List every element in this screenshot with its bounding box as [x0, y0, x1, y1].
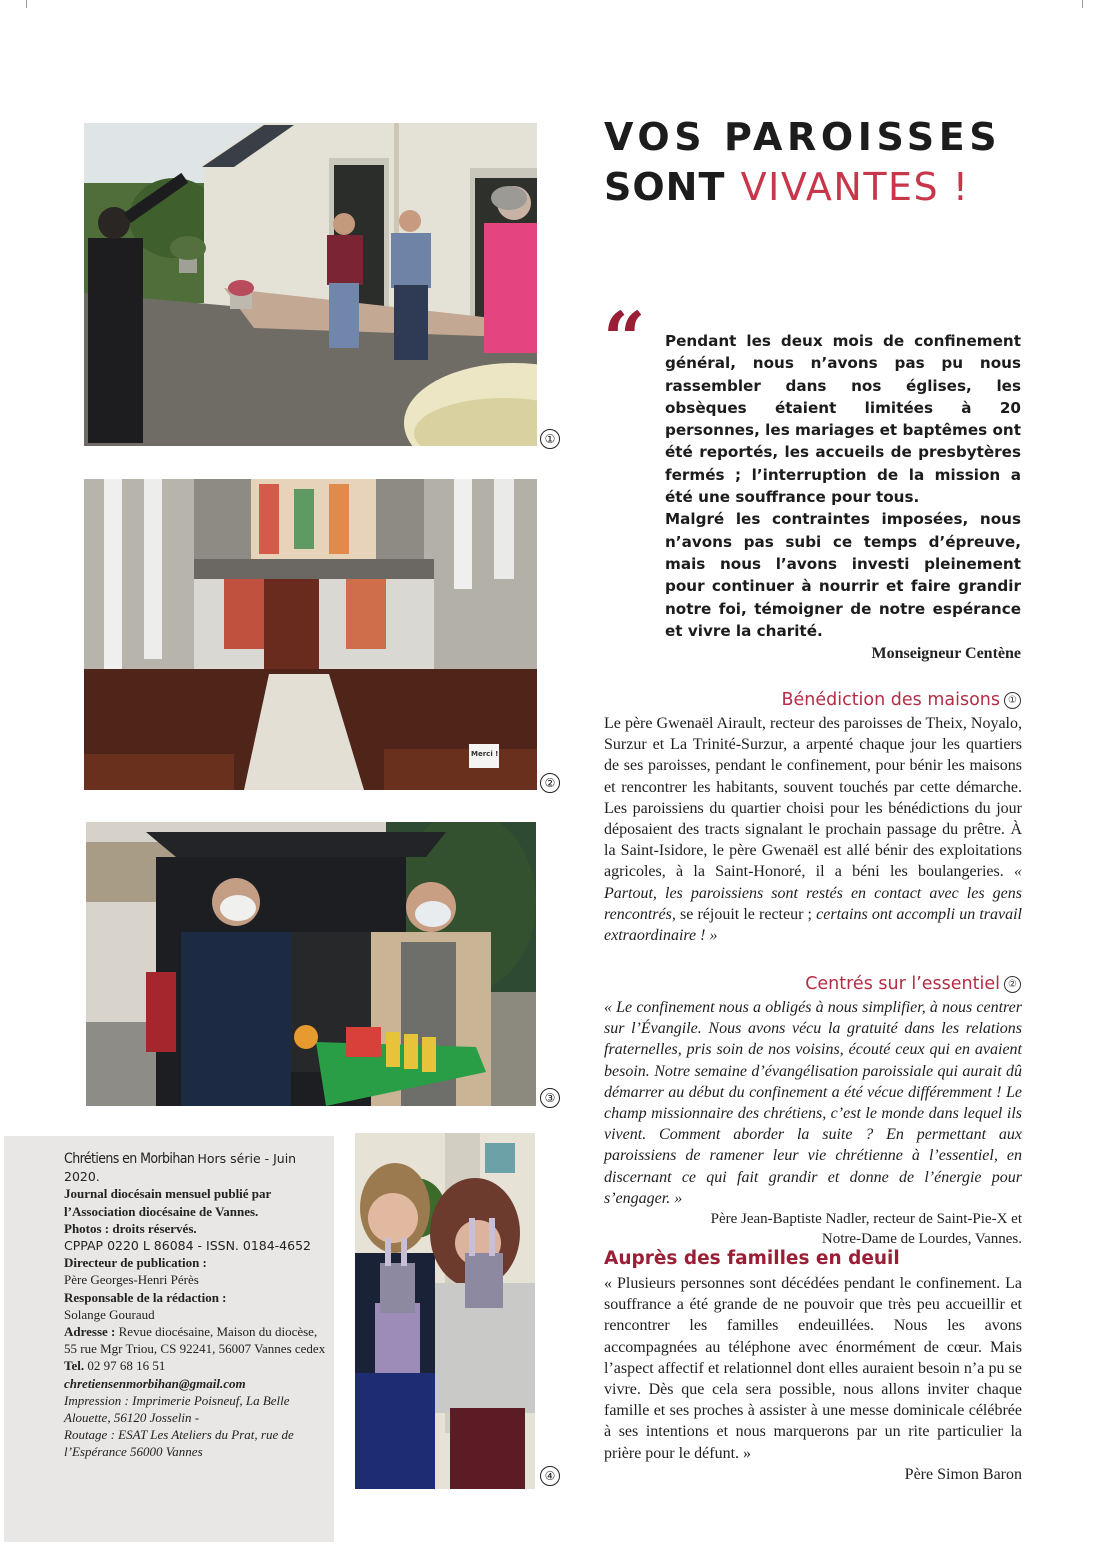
quote-open-icon: “	[603, 297, 646, 383]
photo-ref-1: ①	[1004, 692, 1021, 709]
page-title	[604, 112, 1024, 212]
colophon-tel: 02 97 68 16 51	[87, 1358, 166, 1374]
colophon-tel-label: Tel.	[64, 1358, 85, 1374]
merci-sign: Merci !	[471, 750, 499, 758]
benediction-quote-1: « Partout, les paroissiens sont restés en contact avec les gens rencontrés,	[604, 863, 1022, 923]
colophon-director: Père Georges-Henri Pérès	[64, 1272, 199, 1288]
lead-quote-paragraph-2: Malgré les contraintes imposées, nous n’avons pas subi ce temps d’épreuve, mais nous l’avons investi pleinement pour continuer à nourrir et faire grandir notre foi, témoigner de notre espérance et vivre la charité.	[665, 510, 1021, 640]
section-body-essentiel	[604, 997, 1022, 1249]
photo-number-1: ①	[540, 429, 560, 449]
section-body-benediction	[604, 713, 1022, 946]
colophon-issue: Hors série - Juin 2020.	[64, 1151, 297, 1185]
lead-quote	[665, 330, 1021, 665]
colophon-address-label: Adresse :	[64, 1324, 116, 1340]
section-title-deuil: Auprès des familles en deuil	[604, 1248, 900, 1269]
colophon-publisher: Journal diocésain mensuel publié par l’Association diocésaine de Vannes.	[64, 1186, 272, 1219]
photo-church-interior	[84, 479, 537, 790]
colophon-editor-label: Responsable de la rédaction :	[64, 1289, 227, 1305]
photo-number-4: ④	[540, 1466, 560, 1486]
colophon-director-label: Directeur de publication :	[64, 1255, 207, 1271]
deuil-author: Père Simon Baron	[904, 1465, 1022, 1483]
colophon-routing: Routage : ESAT Les Ateliers du Prat, rue de l’Espérance 56000 Vannes	[64, 1427, 294, 1460]
section-title-benediction	[781, 690, 1021, 710]
title-line-2-black: SONT	[604, 165, 726, 209]
lead-quote-paragraph-1: Pendant les deux mois de confinement général, nous n’avons pas pu nous rassembler dans nos églises, les obsèques étaient limitées à 20 personnes, les mariages et baptêmes ont été reportés, les accueils de presbytères fermés ; l’interruption de la mission a été une souffrance pour tous.	[665, 332, 1021, 507]
lead-quote-author: Monseigneur Centène	[871, 645, 1021, 663]
title-line-1: VOS PAROISSES	[604, 115, 1002, 159]
deuil-text: « Plusieurs personnes sont décédées pendant le confinement. La souffrance a été grande de ne pouvoir que très peu accueillir et rencontrer les familles endeuillées. Nous les avons accompagnées au téléphone avec énormément de cœur. Mais l’aspect affectif et relationnel dont elles auraient besoin n’a pu se vivre. Dès que cela sera possible, nous allons inviter chaque famille et ses proches à assister à une messe dominicale célébrée à ses intentions et nous marquerons par un rite particulier la prière pour le défunt. »	[604, 1275, 1022, 1462]
photo-ref-2: ②	[1004, 976, 1021, 993]
photo-number-2: ②	[540, 773, 560, 793]
section-title-benediction-text: Bénédiction des maisons	[781, 690, 1000, 710]
photo-food-delivery	[86, 822, 536, 1106]
benediction-text: Le père Gwenaël Airault, recteur des paroisses de Theix, Noyalo, Surzur et La Trinité-Surzur, a arpenté chaque jour les quartiers de ses paroisses, pendant le confinement, pour bénir les maisons et rencontrer les habitants, souvent touchés par cette démarche. Les paroissiens du quartier choisi pour les bénédictions du jour déposaient des tracts signalant le prochain passage du prêtre. À la Saint-Isidore, le père Gwenaël est allé bénir des exploitations agricoles, à la Saint-Honoré, il a béni les boulangeries.	[604, 715, 1022, 881]
crop-mark-right	[1082, 0, 1083, 8]
photo-number-3: ③	[540, 1088, 560, 1108]
essentiel-quote: « Le confinement nous a obligés à nous simplifier, à nous centrer sur l’Évangile. Nous avons vécu la gratuité dans les relations fraternelles, pris soin de nos voisins, écouté ceux qui en avaient besoin. Notre semaine d’évangélisation paroissiale qui aurait dû démarrer au début du confinement a été vécue différemment ! Le champ missionnaire des chrétiens, c’est le monde dans lequel ils vivent. Comment aborder la suite ? En permettant aux paroissiens de ramener leur vie chrétienne à l’essentiel, en discernant ce qui fait grandir et donne de l’énergie pour s’engager. »	[604, 999, 1022, 1207]
colophon	[64, 1150, 326, 1461]
section-title-essentiel-text: Centrés sur l’essentiel	[805, 974, 1000, 994]
colophon-editor: Solange Gouraud	[64, 1306, 155, 1322]
photo-children-donkeys	[355, 1133, 535, 1489]
colophon-brand: Chrétiens en Morbihan	[64, 1151, 195, 1167]
colophon-printing: Impression : Imprimerie Poisneuf, La Belle Alouette, 56120 Josselin -	[64, 1392, 290, 1426]
benediction-quote-2: certains ont accompli un travail extraordinaire ! »	[604, 905, 1022, 945]
colophon-email-link[interactable]: chretiensenmorbihan@gmail.com	[64, 1375, 246, 1391]
colophon-photos: Photos : droits réservés.	[64, 1220, 197, 1236]
section-title-essentiel	[805, 974, 1021, 994]
crop-mark-left	[26, 0, 27, 8]
title-line-2-red: VIVANTES !	[740, 165, 970, 209]
section-body-deuil	[604, 1273, 1022, 1485]
essentiel-author-line-1: Père Jean-Baptiste Nadler, recteur de Saint-Pie-X et	[710, 1211, 1022, 1228]
photo-children-donkeys-image	[355, 1133, 535, 1489]
photo-church-interior-image	[84, 479, 537, 790]
photo-house-blessing-image	[84, 123, 537, 446]
colophon-cppap: CPPAP 0220 L 86084 - ISSN. 0184-4652	[64, 1238, 311, 1254]
benediction-text-mid: se réjouit le recteur ;	[675, 905, 817, 923]
photo-house-blessing	[84, 123, 537, 446]
essentiel-author-line-2: Notre-Dame de Lourdes, Vannes.	[821, 1231, 1022, 1248]
colophon-address: Revue diocésaine, Maison du diocèse, 55 rue Mgr Triou, CS 92241, 56007 Vannes cedex	[64, 1324, 326, 1357]
photo-food-delivery-image	[86, 822, 536, 1106]
